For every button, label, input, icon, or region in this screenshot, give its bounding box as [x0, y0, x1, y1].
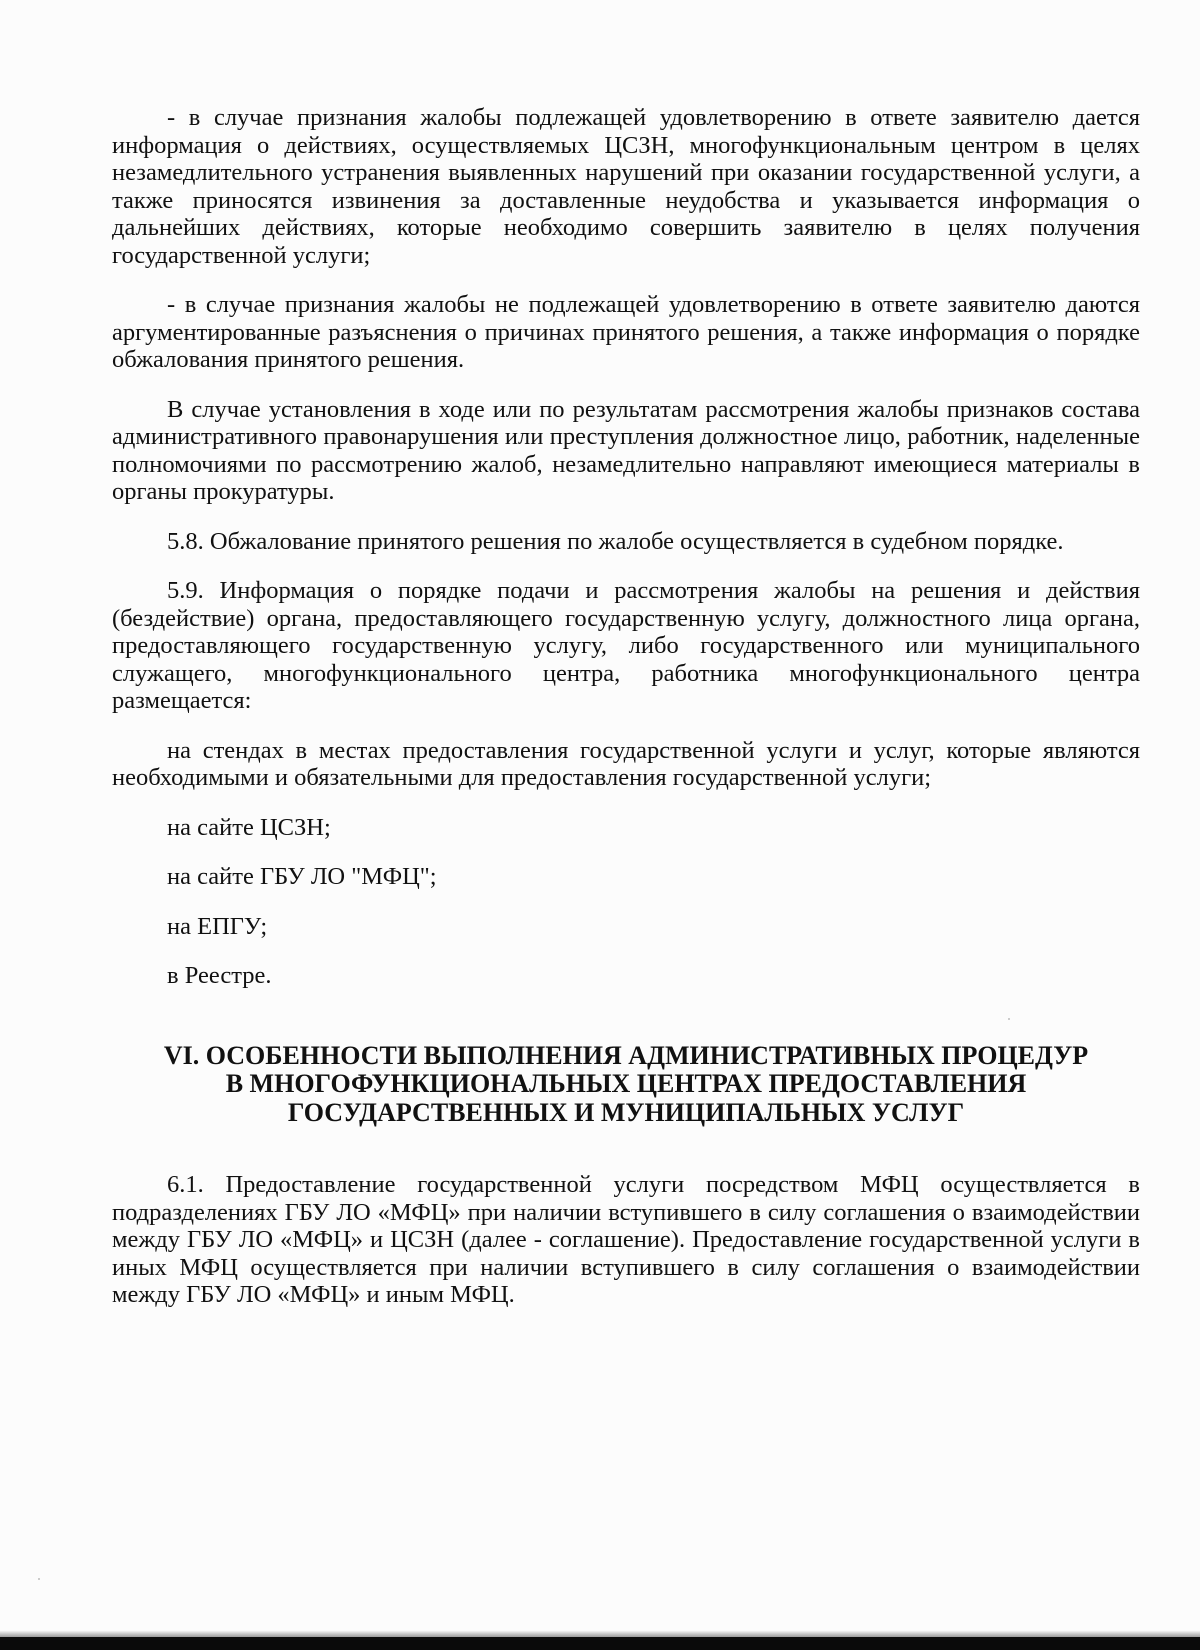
paragraph-stands: на стендах в местах предоставления государственной услуги и услуг, которые являются необходимыми и обязательными для предоставления государственной услуги; — [112, 736, 1140, 791]
paragraph-6-1: 6.1. Предоставление государственной услуги посредством МФЦ осуществляется в подразделениях ГБУ ЛО «МФЦ» при наличии вступившего в силу соглашения о взаимодействии между ГБУ ЛО «МФЦ» и ЦСЗН (далее - соглашение). Предоставление государственной услуги в иных МФЦ осуществляется при наличии вступившего в силу соглашения о взаимодействии между ГБУ ЛО «МФЦ» и иным МФЦ. — [112, 1171, 1140, 1308]
list-item: на сайте ЦСЗН; — [167, 813, 331, 841]
section-heading-line: VI. ОСОБЕННОСТИ ВЫПОЛНЕНИЯ АДМИНИСТРАТИВНЫХ ПРОЦЕДУР — [163, 1040, 1089, 1070]
paragraph-complaint-satisfied: - в случае признания жалобы подлежащей удовлетворению в ответе заявителю дается информация о действиях, осуществляемых ЦСЗН, многофункциональным центром в целях незамедлительного устранения выявленных нарушений при оказании государственной услуги, а также приносятся извинения за доставленные неудобства и указывается информация о дальнейших действиях, которые необходимо совершить заявителю в целях получения государственной услуги; — [112, 104, 1140, 269]
paragraph-offense-signs: В случае установления в ходе или по результатам рассмотрения жалобы признаков состава административного правонарушения или преступления должностное лицо, работник, наделенные полномочиями по рассмотрению жалоб, незамедлительно направляют имеющиеся материалы в органы прокуратуры. — [112, 395, 1140, 505]
section-heading — [112, 1042, 1140, 1128]
list-item: на сайте ГБУ ЛО "МФЦ"; — [167, 863, 437, 890]
scan-speck — [1008, 1018, 1010, 1020]
section-heading-line: ГОСУДАРСТВЕННЫХ И МУНИЦИПАЛЬНЫХ УСЛУГ — [287, 1097, 965, 1127]
document-body — [112, 104, 1140, 1309]
list-item: в Реестре. — [167, 962, 272, 989]
paragraph-5-9: 5.9. Информация о порядке подачи и рассмотрения жалобы на решения и действия (бездействие) органа, предоставляющего государственную услугу, должностного лица органа, предоставляющего государственную услугу, либо государственного или муниципального служащего, многофункционального центра, работника многофункционального центра размещается: — [112, 577, 1140, 714]
paragraph-complaint-rejected: - в случае признания жалобы не подлежащей удовлетворению в ответе заявителю даются аргументированные разъяснения о причинах принятого решения, а также информация о порядке обжалования принятого решения. — [112, 291, 1140, 373]
scan-edge-shadow — [0, 1630, 1200, 1637]
scan-edge — [0, 1637, 1200, 1650]
section-heading-line: В МНОГОФУНКЦИОНАЛЬНЫХ ЦЕНТРАХ ПРЕДОСТАВЛЕНИЯ — [225, 1069, 1027, 1098]
list-item: на ЕПГУ; — [167, 912, 268, 940]
scan-speck — [38, 1578, 40, 1580]
paragraph-5-8: 5.8. Обжалование принятого решения по жалобе осуществляется в судебном порядке. — [167, 527, 1064, 555]
